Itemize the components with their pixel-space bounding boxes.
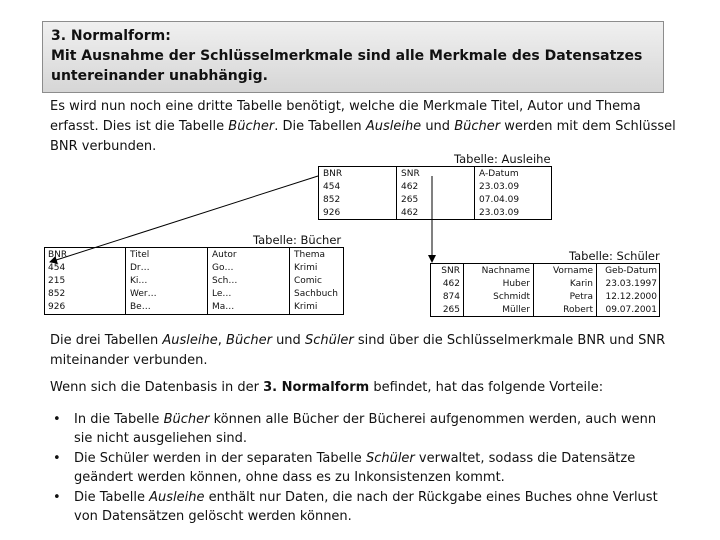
schueler-col-gebdatum: Geb-Datum (605, 266, 657, 276)
schueler-cell: 12.12.2000 (605, 292, 657, 302)
bullet-marker: • (53, 489, 61, 505)
schueler-cell: 874 (442, 292, 460, 302)
bullet-text-1: Die Tabelle (74, 489, 150, 505)
schueler-cell: Karin (569, 279, 593, 289)
bullet-text-2: können alle Bücher der Bücherei aufgenommen werden, auch wenn sie nicht ausgeliehen sind. (74, 412, 657, 447)
buecher-cell: Dr… (130, 263, 150, 273)
bullet-text-2: verwaltet, sodass die Datensätze geändert werden können, ohne dass es zu Inkonsistenzen kommt. (74, 450, 636, 486)
intro-text-4: werden mit dem Schlüssel BNR verbunden. (50, 119, 676, 154)
bullet-em: Schüler (365, 450, 415, 466)
buecher-cell: 852 (48, 289, 66, 299)
advantages-text-1: Wenn sich die Datenbasis in der (50, 380, 264, 395)
buecher-cell: Le… (212, 289, 232, 299)
ausleihe-divider-2 (474, 166, 475, 220)
buecher-col-bnr: BNR (48, 250, 68, 260)
title-line-3: untereinander unabhängig. (51, 68, 268, 84)
ausleihe-col-bnr: BNR (323, 169, 343, 179)
buecher-cell: Be… (130, 302, 151, 312)
schueler-cell: 09.07.2001 (605, 305, 657, 315)
connected-text-3: und (271, 333, 305, 348)
list-item (50, 488, 670, 527)
connected-em-1: Ausleihe (162, 333, 218, 348)
list-item (50, 449, 670, 488)
intro-em-1: Bücher (228, 119, 275, 134)
schueler-title: Tabelle: Schüler (569, 249, 660, 263)
bullet-text-1: In die Tabelle (74, 412, 164, 427)
schueler-cell: Huber (502, 279, 530, 289)
schueler-cell: 462 (442, 279, 460, 289)
bullet-marker: • (53, 450, 61, 466)
schueler-col-vorname: Vorname (552, 266, 593, 276)
buecher-cell: Ki… (130, 276, 148, 286)
buecher-cell: 454 (48, 263, 66, 273)
buecher-cell: 926 (48, 302, 66, 312)
ausleihe-cell: 852 (323, 195, 341, 205)
buecher-cell: Go… (212, 263, 234, 273)
schueler-cell: 265 (442, 305, 460, 315)
schueler-cell: Robert (563, 305, 593, 315)
buecher-cell: Sch… (212, 276, 238, 286)
connected-em-3: Schüler (304, 333, 354, 348)
intro-em-3: Bücher (454, 119, 501, 134)
advantages-text-2: befindet, hat das folgende Vorteile: (369, 380, 604, 395)
connected-text-2: , (217, 333, 227, 348)
buecher-divider-2 (207, 247, 208, 315)
intro-text-2: . Die Tabellen (274, 119, 366, 134)
buecher-cell: Comic (294, 276, 323, 286)
buecher-divider-3 (289, 247, 290, 315)
buecher-col-thema: Thema (294, 250, 326, 260)
ausleihe-col-date: A-Datum (479, 169, 519, 179)
intro-text-1: Es wird nun noch eine dritte Tabelle benötigt, welche die Merkmale Titel, Autor und Thema erfasst. Dies ist die Tabelle (50, 99, 641, 134)
ausleihe-divider-1 (396, 166, 397, 220)
schueler-cell: Müller (502, 305, 530, 315)
buecher-title: Tabelle: Bücher (253, 233, 342, 247)
buecher-col-titel: Titel (130, 250, 150, 260)
buecher-cell: Ma… (212, 302, 235, 312)
bullet-text-1: Die Schüler werden in der separaten Tabelle (74, 450, 366, 466)
ausleihe-cell: 462 (401, 208, 419, 218)
list-item (50, 410, 670, 449)
bullet-marker: • (53, 412, 61, 427)
intro-text-3: und (421, 119, 455, 134)
schueler-col-nachname: Nachname (481, 266, 530, 276)
title-line-1: 3. Normalform: (51, 28, 171, 44)
connected-text-4: sind über die Schlüsselmerkmale BNR und SNR miteinander verbunden. (50, 333, 666, 368)
intro-em-2: Ausleihe (365, 119, 422, 134)
schueler-divider-2 (533, 263, 534, 317)
buecher-divider-1 (125, 247, 126, 315)
schueler-col-snr: SNR (441, 266, 460, 276)
buecher-cell: Wer… (130, 289, 157, 299)
buecher-cell: Krimi (294, 263, 318, 273)
connected-text-1: Die drei Tabellen (50, 333, 163, 348)
ausleihe-cell: 265 (401, 195, 419, 205)
schueler-cell: Petra (569, 292, 593, 302)
ausleihe-col-snr: SNR (401, 169, 420, 179)
ausleihe-cell: 462 (401, 182, 419, 192)
title-line-2: Mit Ausnahme der Schlüsselmerkmale sind alle Merkmale des Datensatzes (51, 48, 643, 64)
bullet-em: Ausleihe (149, 489, 205, 505)
bullet-text-2: enthält nur Daten, die nach der Rückgabe eines Buches ohne Verlust von Datensätzen gelöscht werden können. (74, 489, 658, 525)
bullet-em: Bücher (163, 412, 210, 427)
schueler-cell: Schmidt (493, 292, 530, 302)
advantages-strong: 3. Normalform (263, 380, 370, 395)
ausleihe-cell: 926 (323, 208, 341, 218)
schueler-divider-1 (463, 263, 464, 317)
ausleihe-cell: 23.03.09 (479, 208, 520, 218)
ausleihe-title: Tabelle: Ausleihe (454, 152, 551, 166)
advantages-paragraph (50, 378, 680, 398)
ausleihe-cell: 454 (323, 182, 341, 192)
buecher-cell: Krimi (294, 302, 318, 312)
connected-em-2: Bücher (226, 333, 272, 348)
connected-paragraph (50, 331, 680, 371)
ausleihe-cell: 07.04.09 (479, 195, 520, 205)
schueler-divider-3 (596, 263, 597, 317)
schueler-cell: 23.03.1997 (605, 279, 657, 289)
ausleihe-cell: 23.03.09 (479, 182, 520, 192)
buecher-cell: 215 (48, 276, 66, 286)
advantages-list (50, 410, 670, 526)
buecher-col-autor: Autor (212, 250, 237, 260)
buecher-cell: Sachbuch (294, 289, 338, 299)
